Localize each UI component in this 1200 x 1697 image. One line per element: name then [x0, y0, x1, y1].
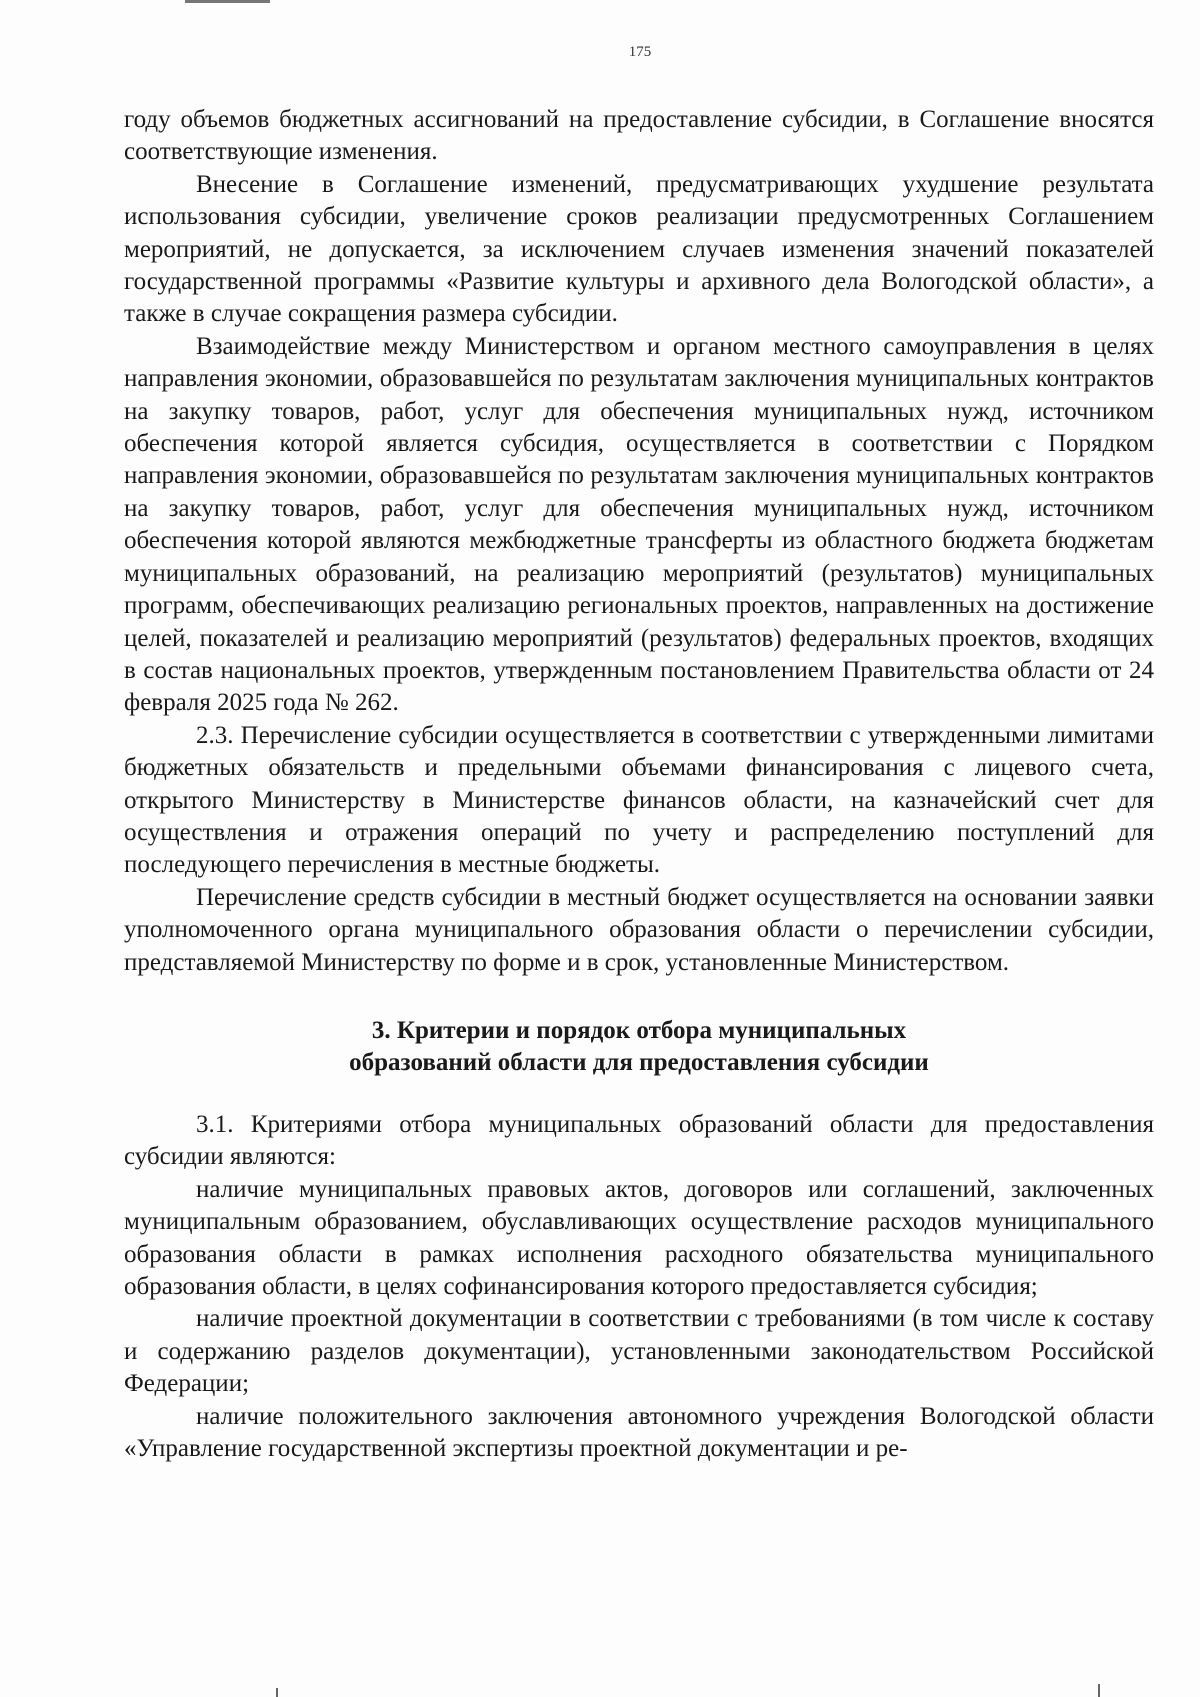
scan-artifact-bottom-left [276, 1688, 278, 1697]
paragraph-3-1: 3.1. Критериями отбора муниципальных образований области для предоставления субсидии являются: [124, 1110, 1154, 1171]
paragraph-2-3: 2.3. Перечисление субсидии осуществляется в соответствии с утвержденными лимитами бюджетных обязательств и предельными объемами финансирования с лицевого счета, открытого Министерству в Министерстве финансов области, на казначейский счет для осуществления и отражения операций по учету и распределению поступлений для последующего перечисления в местные бюджеты. [124, 721, 1154, 879]
paragraph-agreement-changes: Внесение в Соглашение изменений, предусматривающих ухудшение результата использования субсидии, увеличение сроков реализации предусмотренных Соглашением мероприятий, не допускается, за исключением случаев изменения значений показателей государственной программы «Развитие культуры и архивного дела Вологодской области», а также в случае сокращения размера субсидии. [124, 170, 1154, 328]
paragraph-continuation: году объемов бюджетных ассигнований на предоставление субсидии, в Соглашение вносятся соответствующие изменения. [124, 106, 1154, 166]
page-number: 175 [628, 44, 652, 60]
paragraph-criterion-legal-acts: наличие муниципальных правовых актов, договоров или соглашений, заключенных муниципальным образованием, обуславливающих осуществление расходов муниципального образования области в рамках исполнения расходного обязательства муниципального образования области, в целях софинансирования которого предоставляется субсидия; [124, 1175, 1154, 1300]
section-heading-line-1: 3. Критерии и порядок отбора муниципальных [371, 1016, 907, 1044]
document-body [124, 104, 1154, 1465]
paragraph-transfer: Перечисление средств субсидии в местный бюджет осуществляется на основании заявки уполномоченного органа муниципального образования области о перечислении субсидии, представляемой Министерству по форме и в срок, установленные Министерством. [124, 883, 1154, 976]
section-heading-3 [124, 1015, 1154, 1079]
scan-artifact-top [185, 0, 270, 3]
scan-artifact-bottom-right [1098, 1684, 1100, 1697]
section-heading-line-2: образований области для предоставления субсидии [349, 1048, 929, 1076]
paragraph-economy-interaction: Взаимодействие между Министерством и органом местного самоуправления в целях направления экономии, образовавшейся по результатам заключения муниципальных контрактов на закупку товаров, работ, услуг для обеспечения муниципальных нужд, источником обеспечения которой является субсидия, осуществляется в соответствии с Порядком направления экономии, образовавшейся по результатам заключения муниципальных контрактов на закупку товаров, работ, услуг для обеспечения муниципальных нужд, источником обеспечения которой являются межбюджетные трансферты из областного бюджета бюджетам муниципальных образований, на реализацию мероприятий (результатов) муниципальных программ, обеспечивающих реализацию региональных проектов, направленных на достижение целей, показателей и реализацию мероприятий (результатов) федеральных проектов, входящих в состав национальных проектов, утвержденным постановлением Правительства области от 24 февраля 2025 года № 262. [124, 332, 1154, 717]
paragraph-criterion-project-docs: наличие проектной документации в соответствии с требованиями (в том числе к составу и содержанию разделов документации), установленными законодательством Российской Федерации; [124, 1305, 1154, 1398]
paragraph-criterion-expertise: наличие положительного заключения автономного учреждения Вологодской области «Управление государственной экспертизы проектной документации и ре- [124, 1402, 1154, 1463]
